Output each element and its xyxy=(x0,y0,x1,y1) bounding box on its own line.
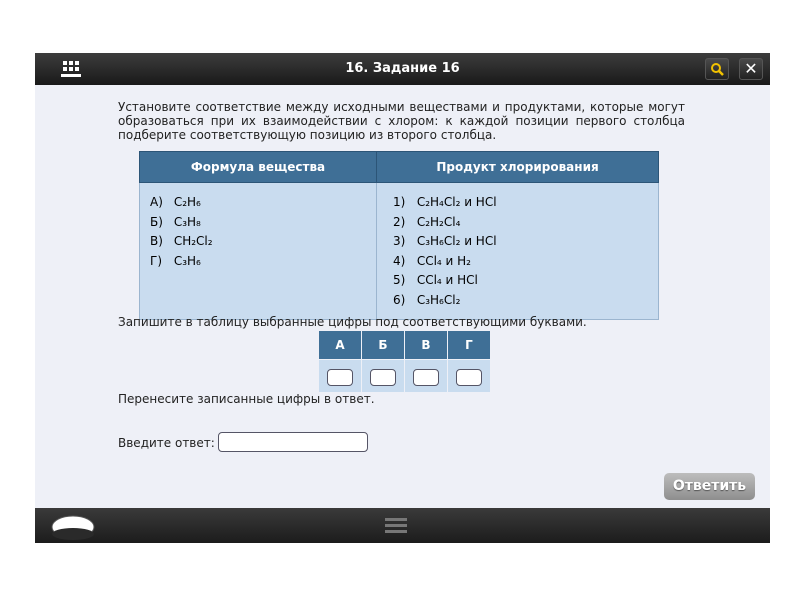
answer-input[interactable] xyxy=(218,432,368,452)
answer-cell-b[interactable] xyxy=(370,369,396,386)
product-item: 5) CCl₄ и HCl xyxy=(393,273,478,287)
matching-table xyxy=(139,151,659,320)
answer-label: Введите ответ: xyxy=(118,436,215,450)
substances-column xyxy=(140,183,377,320)
top-bar xyxy=(35,53,770,85)
product-item: 4) CCl₄ и H₂ xyxy=(393,253,471,268)
product-item: 1) C₂H₄Cl₂ и HCl xyxy=(393,195,497,209)
cloud-logo-icon xyxy=(49,510,97,542)
close-button[interactable] xyxy=(739,58,763,80)
answer-letter-v: В xyxy=(405,331,448,360)
products-column xyxy=(377,183,659,320)
answer-letter-a: А xyxy=(319,331,362,360)
product-item: 3) C₃H₆Cl₂ и HCl xyxy=(393,234,497,248)
transfer-text: Перенесите записанные цифры в ответ. xyxy=(118,392,375,406)
search-button[interactable] xyxy=(705,58,729,80)
bottom-bar xyxy=(35,508,770,543)
answer-cell-v[interactable] xyxy=(413,369,439,386)
substance-item: Г) C₃H₆ xyxy=(150,253,201,268)
substance-item: В) CH₂Cl₂ xyxy=(150,234,213,248)
submit-button[interactable]: Ответить xyxy=(664,473,755,500)
product-item: 6) C₃H₆Cl₂ xyxy=(393,292,461,307)
question-text: Установите соответствие между исходными веществами и продуктами, которые могут образоваться при их взаимодействии с хлором: к каждой позиции первого столбца подберите соответствующую позицию из второго столбца. xyxy=(118,100,685,142)
answer-cell-a[interactable] xyxy=(327,369,353,386)
right-column-header: Продукт хлорирования xyxy=(377,152,659,183)
substance-item: Б) C₃H₈ xyxy=(150,214,201,229)
answer-cell-g[interactable] xyxy=(456,369,482,386)
panel-handle[interactable] xyxy=(385,516,407,536)
instruction-text: Запишите в таблицу выбранные цифры под соответствующими буквами. xyxy=(118,315,587,329)
answer-letter-b: Б xyxy=(362,331,405,360)
close-icon: ✕ xyxy=(744,59,758,78)
left-column-header: Формула вещества xyxy=(140,152,377,183)
task-title: 16. Задание 16 xyxy=(345,61,460,76)
hamburger-icon xyxy=(385,516,407,536)
substance-item: А) C₂H₆ xyxy=(150,195,201,209)
answer-letter-g: Г xyxy=(448,331,491,360)
task-window xyxy=(35,53,770,543)
product-item: 2) C₂H₂Cl₄ xyxy=(393,214,461,229)
magnifier-icon xyxy=(706,59,728,79)
logo xyxy=(49,510,97,542)
answer-grid xyxy=(318,330,491,393)
